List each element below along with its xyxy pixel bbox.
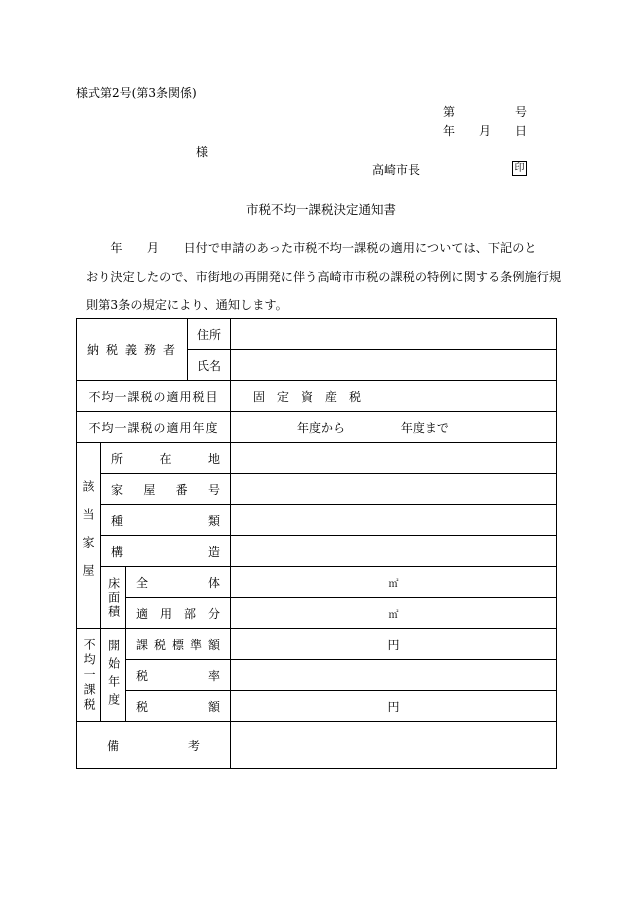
document-number-label: 第 号 xyxy=(443,105,528,119)
table-row xyxy=(77,567,557,598)
tax-item-value: 固 定 資 産 税 xyxy=(231,381,557,412)
table-row xyxy=(77,381,557,412)
table-row xyxy=(77,536,557,567)
table-row xyxy=(77,691,557,722)
table-row xyxy=(77,722,557,769)
tax-item-label: 不均一課税の適用税目 xyxy=(77,381,231,412)
address-value xyxy=(231,319,557,350)
structure-label: 構 造 xyxy=(101,536,231,567)
table-row xyxy=(77,629,557,660)
issuer-name: 高崎市長 xyxy=(372,163,421,177)
amount-yen-unit: 円 xyxy=(231,691,557,722)
rate-label: 税 率 xyxy=(126,660,231,691)
structure-value xyxy=(231,536,557,567)
body-line-1: 年 月 日付で申請のあった市税不均一課税の適用については、下記のと xyxy=(86,241,537,255)
year-to: 年度まで xyxy=(400,420,449,435)
body-line-2: おり決定したので、市街地の再開発に伴う高崎市市税の課税の特例に関する条例施行規 xyxy=(86,270,562,284)
notification-table xyxy=(76,318,557,769)
table-row xyxy=(77,443,557,474)
table-row xyxy=(77,505,557,536)
house-number-value xyxy=(231,474,557,505)
table-row xyxy=(77,412,557,443)
whole-area-unit: ㎡ xyxy=(231,567,557,598)
remarks-value xyxy=(231,722,557,769)
taxpayer-label: 納 税 義 務 者 xyxy=(77,319,188,381)
kind-value xyxy=(231,505,557,536)
applicable-part-label: 適 用 部 分 xyxy=(126,598,231,629)
name-label: 氏名 xyxy=(188,350,231,381)
rate-value xyxy=(231,660,557,691)
year-value xyxy=(231,412,557,443)
seal-mark: 印 xyxy=(512,161,527,176)
amount-label: 税 額 xyxy=(126,691,231,722)
table-row xyxy=(77,319,557,350)
floor-area-label: 床面積 xyxy=(101,567,126,629)
table-row xyxy=(77,660,557,691)
whole-label: 全 体 xyxy=(126,567,231,598)
house-number-label: 家 屋 番 号 xyxy=(101,474,231,505)
location-label: 所 在 地 xyxy=(101,443,231,474)
body-line-3: 則第3条の規定により、通知します。 xyxy=(86,298,288,312)
recipient-suffix: 様 xyxy=(196,145,209,159)
applicable-area-unit: ㎡ xyxy=(231,598,557,629)
year-label: 不均一課税の適用年度 xyxy=(77,412,231,443)
remarks-label: 備 考 xyxy=(77,722,231,769)
name-value xyxy=(231,350,557,381)
form-number: 様式第2号(第3条関係) xyxy=(76,86,197,100)
start-year-section-label: 開始年度 xyxy=(101,629,126,722)
year-from: 年度から xyxy=(297,420,346,435)
date-label: 年 月 日 xyxy=(443,124,528,138)
address-label: 住所 xyxy=(188,319,231,350)
table-row xyxy=(77,598,557,629)
kind-label: 種 類 xyxy=(101,505,231,536)
property-section-label: 該当家屋 xyxy=(77,443,101,629)
table-row xyxy=(77,474,557,505)
standard-yen-unit: 円 xyxy=(231,629,557,660)
uneven-tax-section-label: 不均一課税 xyxy=(77,629,101,722)
location-value xyxy=(231,443,557,474)
document-title: 市税不均一課税決定通知書 xyxy=(246,202,397,217)
standard-label: 課 税 標 準 額 xyxy=(126,629,231,660)
